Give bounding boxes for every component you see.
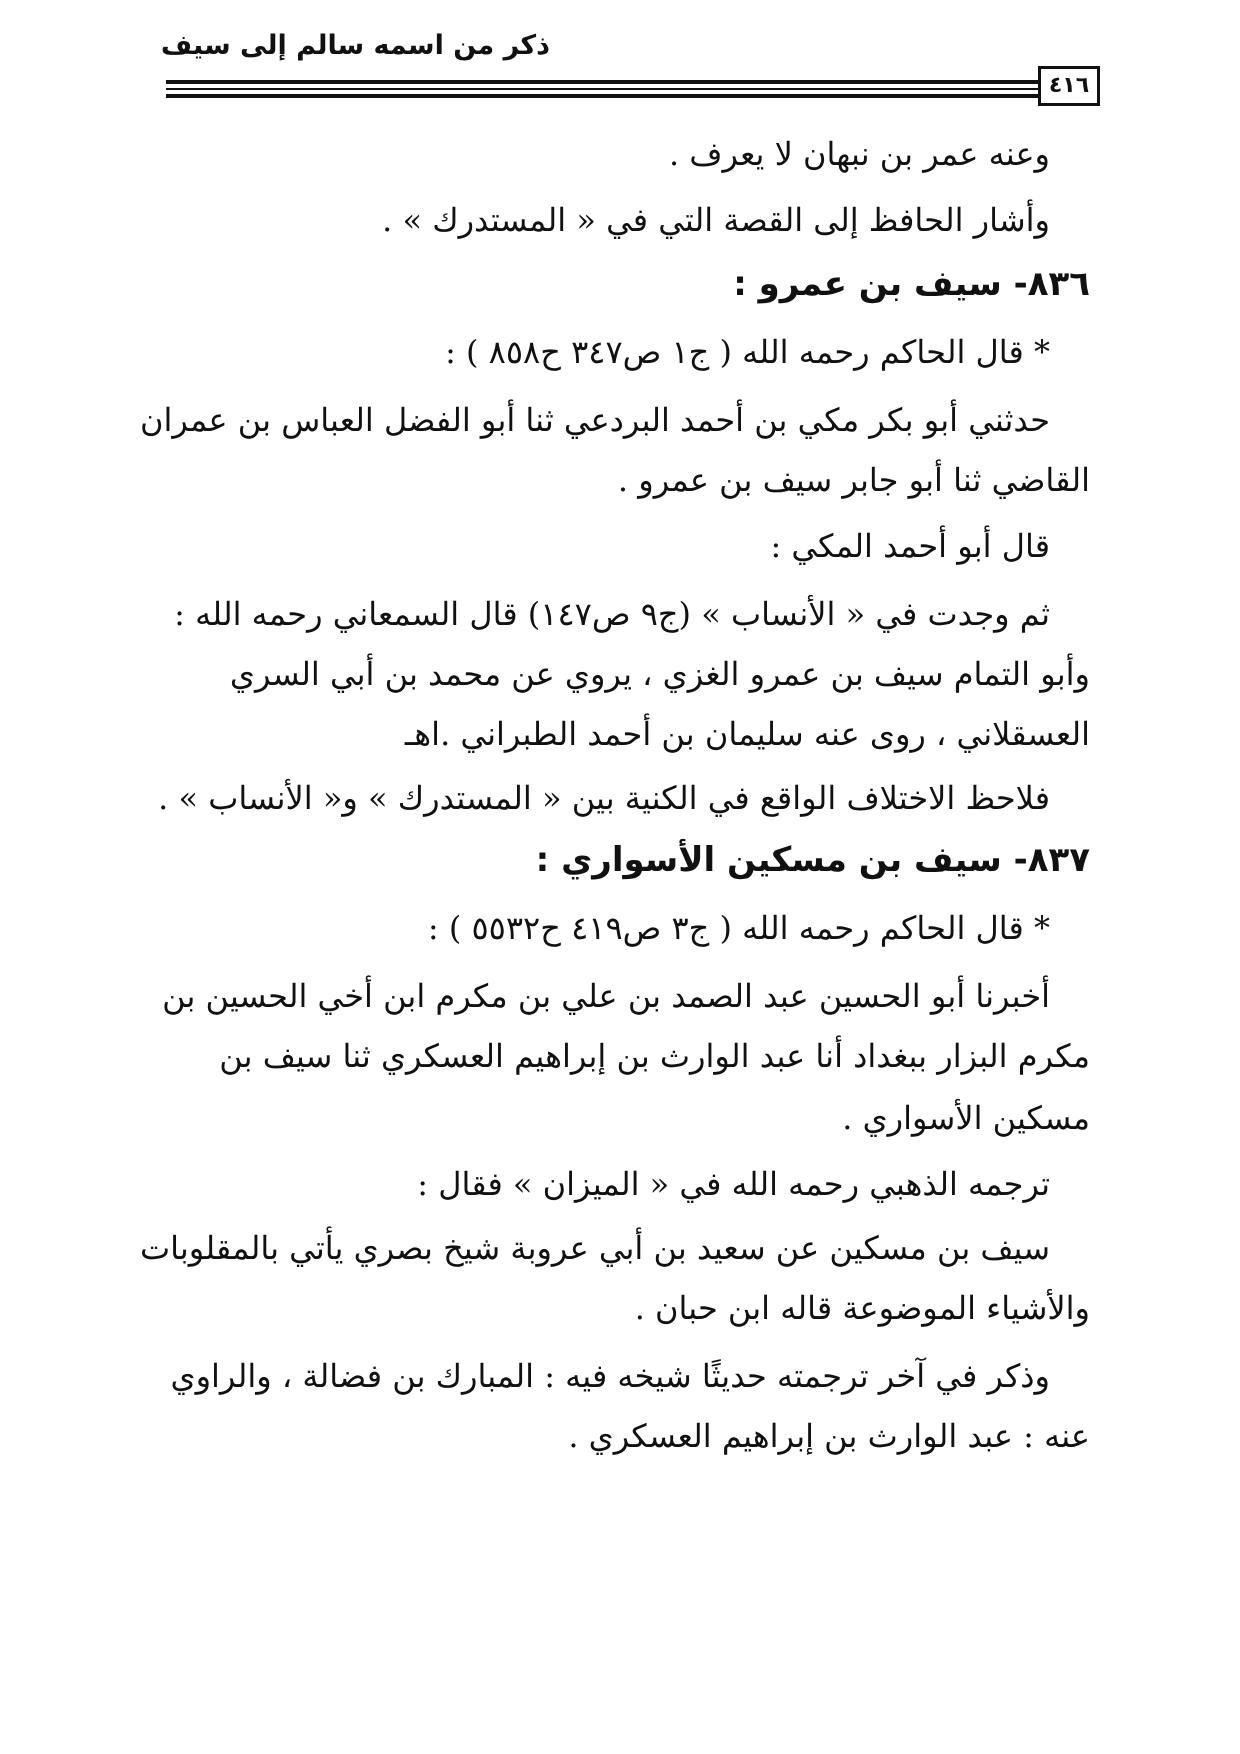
text-line: القاضي ثنا أبو جابر سيف بن عمرو . [617, 461, 1090, 499]
header-rule-bottom [166, 94, 1044, 98]
text-line: وعنه عمر بن نبهان لا يعرف . [668, 135, 1050, 173]
source-citation: * قال الحاكم رحمه الله ( ج١ ص٣٤٧ ح٨٥٨ ) : [445, 333, 1050, 371]
page-number: ٤١٦ [1038, 66, 1100, 106]
text-line: قال أبو أحمد المكي : [770, 527, 1050, 565]
text-line: مكرم البزار ببغداد أنا عبد الوارث بن إبراهيم العسكري ثنا سيف بن [219, 1037, 1090, 1075]
text-line: عنه : عبد الوارث بن إبراهيم العسكري . [568, 1417, 1090, 1455]
header-rule-middle [166, 88, 1044, 90]
text-line: فلاحظ الاختلاف الواقع في الكنية بين « المستدرك » و« الأنساب » . [158, 779, 1050, 817]
text-line: ثم وجدت في « الأنساب » (ج٩ ص١٤٧) قال السمعاني رحمه الله : [174, 595, 1050, 633]
header-rule-top [166, 80, 1044, 84]
text-line: والأشياء الموضوعة قاله ابن حبان . [634, 1289, 1090, 1327]
entry-heading-837: ٨٣٧- سيف بن مسكين الأسواري : [535, 840, 1090, 880]
entry-heading-836: ٨٣٦- سيف بن عمرو : [733, 264, 1090, 304]
text-line: أخبرنا أبو الحسين عبد الصمد بن علي بن مكرم ابن أخي الحسين بن [162, 977, 1050, 1015]
text-line: ترجمه الذهبي رحمه الله في « الميزان » فقال : [417, 1165, 1050, 1203]
text-line: وأشار الحافظ إلى القصة التي في « المستدرك » . [382, 201, 1050, 239]
text-line: مسكين الأسواري . [842, 1099, 1090, 1137]
text-line: سيف بن مسكين عن سعيد بن أبي عروبة شيخ بصري يأتي بالمقلوبات [140, 1229, 1050, 1267]
text-line: وأبو التمام سيف بن عمرو الغزي ، يروي عن محمد بن أبي السري [229, 655, 1090, 693]
text-line: حدثني أبو بكر مكي بن أحمد البردعي ثنا أبو الفضل العباس بن عمران [139, 401, 1050, 439]
source-citation: * قال الحاكم رحمه الله ( ج٣ ص٤١٩ ح٥٥٣٢ ) : [427, 909, 1050, 947]
text-line: وذكر في آخر ترجمته حديثًا شيخه فيه : المبارك بن فضالة ، والراوي [170, 1357, 1050, 1395]
text-line: العسقلاني ، روى عنه سليمان بن أحمد الطبراني .اهـ [404, 715, 1090, 753]
running-header-title: ذكر من اسمه سالم إلى سيف [160, 30, 550, 61]
